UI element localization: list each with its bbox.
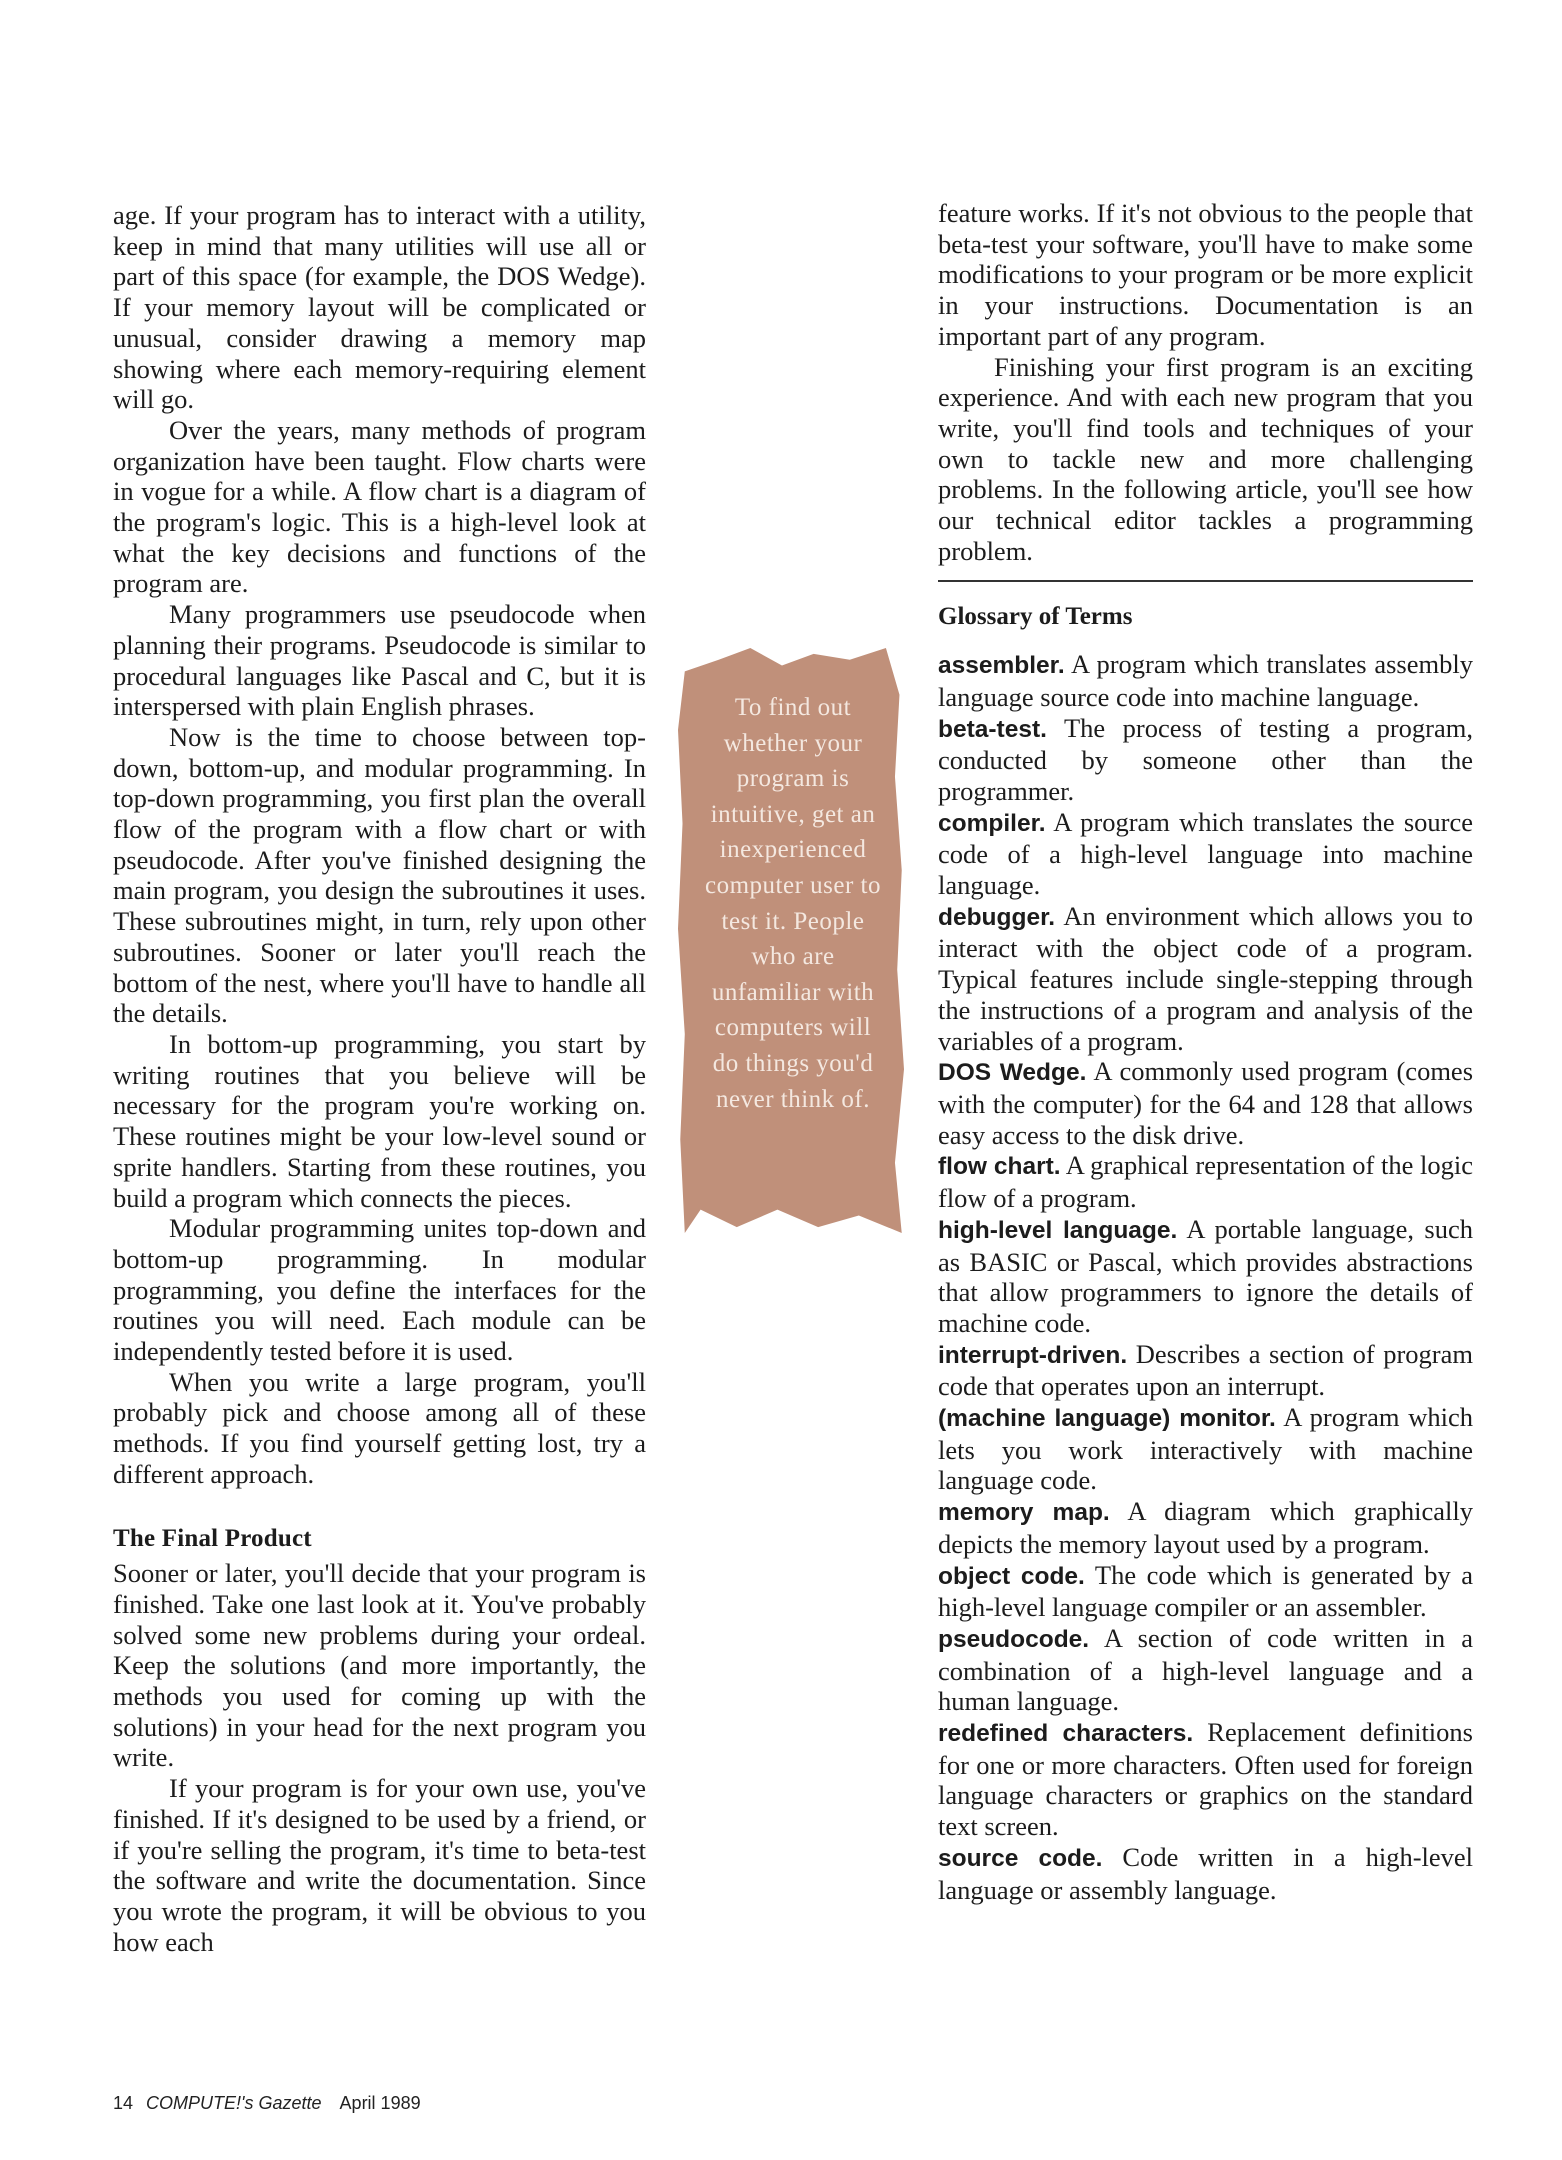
glossary-definition: Code written in a high-level language or assembly language.	[938, 1841, 1474, 1905]
glossary-definition: A diagram which graphically depicts the memory layout used by a program.	[938, 1496, 1473, 1559]
glossary-entry	[938, 649, 1473, 712]
glossary-term: memory map.	[938, 1499, 1110, 1527]
glossary-entry	[938, 1496, 1473, 1559]
pull-quote-line: intuitive, get an	[710, 800, 876, 828]
glossary-entry	[938, 1402, 1473, 1496]
body-paragraph: Many programmers use pseudocode when planning their programs. Pseudocode is similar to procedural languages like Pascal and C, but it is interspersed with plain English phrases.	[113, 599, 646, 722]
glossary-entry	[938, 901, 1473, 1057]
body-paragraph: Sooner or later, you'll decide that your program is finished. Take one last look at it. You've probably solved some new problems during your ordeal. Keep the solutions (and more importantly, the methods you used for coming up with the solutions) in your head for the next program you write.	[113, 1558, 646, 1773]
left-column	[113, 200, 646, 1957]
right-column	[938, 198, 1473, 1905]
section-divider	[938, 580, 1473, 582]
left-paragraphs-after	[113, 1558, 646, 1957]
glossary-definition: The code which is generated by a high-level language compiler or an assembler.	[938, 1559, 1473, 1623]
glossary-entry	[938, 807, 1473, 901]
pull-quote-line: who are	[751, 943, 835, 971]
glossary-definition: A section of code written in a combination of a high-level language and a human language.	[938, 1622, 1473, 1717]
glossary-definition: A program which translates the source code of a high-level language into machine language.	[938, 806, 1473, 901]
body-paragraph: age. If your program has to interact with a utility, keep in mind that many utilities will use all or part of this space (for example, the DOS Wedge). If your memory layout will be complicated or unusual, consider drawing a memory map showing where each memory-requiring element will go.	[113, 200, 646, 415]
glossary-term: high-level language.	[938, 1216, 1178, 1244]
glossary-entry	[938, 1842, 1473, 1905]
glossary-term: interrupt-driven.	[938, 1341, 1128, 1369]
glossary-heading: Glossary of Terms	[938, 603, 1133, 631]
glossary-term: redefined characters.	[938, 1720, 1194, 1748]
glossary-entry	[938, 1150, 1473, 1213]
magazine-name: COMPUTE!'s Gazette	[146, 2093, 322, 2113]
glossary-entry	[938, 1056, 1473, 1150]
glossary-definition: A commonly used program (comes with the computer) for the 64 and 128 that allows easy access to the disk drive.	[938, 1056, 1474, 1150]
pull-quote-line: unfamiliar with	[711, 978, 875, 1006]
glossary-entry	[938, 1560, 1473, 1623]
glossary-definition: A program which lets you work interactively with machine language code.	[938, 1402, 1474, 1496]
glossary-term: debugger.	[938, 903, 1056, 931]
glossary-entry	[938, 713, 1473, 807]
body-paragraph: Over the years, many methods of program organization have been taught. Flow charts were in vogue for a while. A flow chart is a diagram of the program's logic. This is a high-level look at what the key decisions and functions of the program are.	[113, 414, 646, 599]
glossary-term: (machine language) monitor.	[938, 1405, 1276, 1433]
body-paragraph: If your program is for your own use, you've finished. If it's designed to be used by a friend, or if you're selling the program, it's time to beta-test the software and write the documentation. Since you wrote the program, it will be obvious to you how each	[113, 1773, 646, 1957]
pull-quote-line: computers will	[714, 1014, 872, 1042]
glossary-term: DOS Wedge.	[938, 1059, 1087, 1087]
body-paragraph: In bottom-up programming, you start by writing routines that you believe will be necessary for the program you're working on. These routines might be your low-level sound or sprite handlers. Starting from these routines, you build a program which connects the pieces.	[113, 1028, 646, 1213]
glossary-term: source code.	[938, 1844, 1103, 1872]
glossary-term: assembler.	[938, 652, 1065, 680]
glossary-entry	[938, 1214, 1473, 1339]
glossary-list	[938, 649, 1473, 1905]
glossary-entry	[938, 1339, 1473, 1402]
body-paragraph: feature works. If it's not obvious to the people that beta-test your software, you'll have to make some modifications to your program or be more explicit in your instructions. Documentation is an important part of any program.	[938, 198, 1473, 351]
glossary-term: object code.	[938, 1562, 1085, 1590]
pull-quote-line: computer user to	[704, 871, 881, 899]
glossary-term: compiler.	[938, 809, 1046, 837]
pull-quote-line: test it. People	[721, 907, 865, 935]
glossary-definition: The process of testing a program, conducted by someone other than the programmer.	[938, 712, 1473, 806]
glossary-term: beta-test.	[938, 715, 1047, 743]
glossary-term: flow chart.	[938, 1153, 1061, 1181]
pull-quote-line: whether your	[723, 729, 863, 757]
glossary-definition: Replacement definitions for one or more characters. Often used for foreign language characters or graphics on the standard text screen.	[938, 1717, 1473, 1842]
page-footer	[113, 2093, 421, 2114]
pull-quote-line: do things you'd	[712, 1049, 874, 1077]
body-paragraph: When you write a large program, you'll probably pick and choose among all of these methods. If you find yourself getting lost, try a different approach.	[113, 1366, 646, 1489]
pull-quote-line: program is	[736, 765, 850, 793]
glossary-term: pseudocode.	[938, 1625, 1090, 1653]
pull-quote-line: To find out	[734, 694, 852, 721]
body-paragraph: Modular programming unites top-down and bottom-up programming. In modular programming, you define the interfaces for the routines you will need. Each module can be independently tested before it is used.	[113, 1213, 646, 1367]
pull-quote-line: inexperienced	[719, 836, 867, 864]
pull-quote	[690, 690, 896, 1117]
glossary-definition: A graphical representation of the logic flow of a program.	[938, 1150, 1473, 1214]
glossary-definition: Describes a section of program code that operates upon an interrupt.	[938, 1338, 1473, 1402]
glossary-definition: An environment which allows you to interact with the object code of a program. Typical features include single-stepping through the instructions of a program and analysis of the variables of a program.	[938, 900, 1473, 1056]
body-paragraph: Finishing your first program is an exciting experience. And with each new program that you write, you'll find tools and techniques of your own to tackle new and more challenging problems. In the following article, you'll see how our technical editor tackles a programming problem.	[938, 351, 1473, 566]
pull-quote-line: never think of.	[716, 1085, 870, 1113]
issue-date: April 1989	[339, 2093, 421, 2113]
glossary-definition: A program which translates assembly language source code into machine language.	[938, 649, 1473, 712]
left-paragraphs-before	[113, 200, 646, 1490]
body-paragraph: Now is the time to choose between top-down, bottom-up, and modular programming. In top-down programming, you first plan the overall flow of the program with a flow chart or with pseudocode. After you've finished designing the main program, you design the subroutines it uses. These subroutines might, in turn, rely upon other subroutines. Sooner or later you'll reach the bottom of the nest, where you'll have to handle all the details.	[113, 721, 646, 1029]
section-heading: The Final Product	[113, 1524, 312, 1552]
page-number: 14	[113, 2093, 134, 2113]
glossary-entry	[938, 1623, 1473, 1717]
glossary-entry	[938, 1717, 1473, 1842]
glossary-definition: A portable language, such as BASIC or Pascal, which provides abstractions that allow programmers to ignore the details of machine code.	[938, 1213, 1473, 1338]
